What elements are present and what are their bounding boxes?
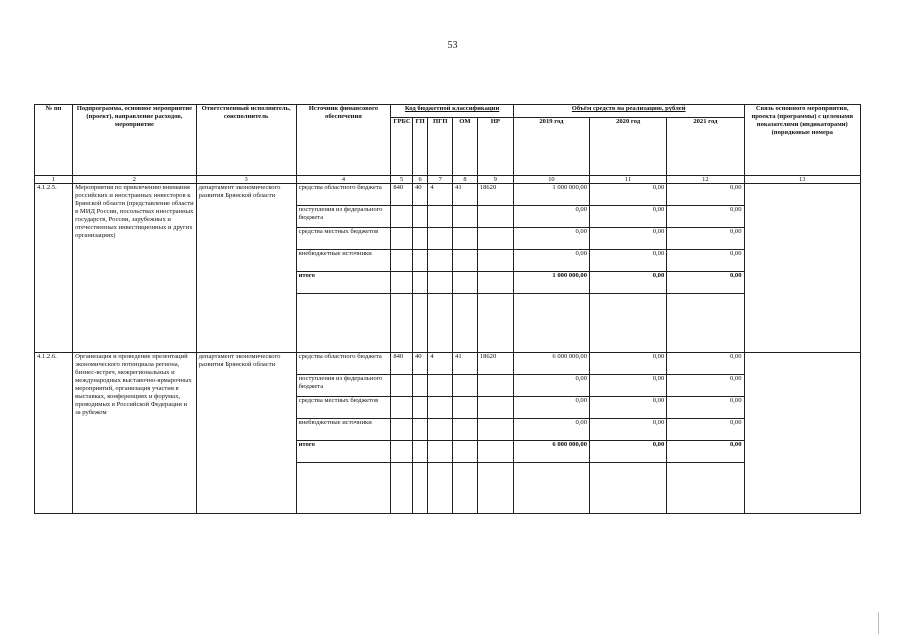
code-pgp <box>428 206 453 228</box>
amount-2020: 0,00 <box>590 397 667 419</box>
amount-2021: 0,00 <box>667 375 744 397</box>
funding-source: средства областного бюджета <box>296 353 391 375</box>
empty-cell <box>667 294 744 353</box>
code-grbs: 840 <box>391 353 413 375</box>
code-grbs <box>391 206 413 228</box>
empty-cell <box>590 294 667 353</box>
code-nr: 18620 <box>477 353 513 375</box>
row-number: 4.1.2.6. <box>35 353 73 514</box>
measure-title: Организация и проведение презентаций экономического потенциала региона, бизнес-встреч, межрегиональных и международных выставочно-ярмарочных мероприятий, организация участия в выставках, конференциях и форумах, проводимых в Российской Федерации и за рубежом <box>73 353 197 514</box>
code-nr <box>477 375 513 397</box>
code-nr <box>477 397 513 419</box>
header-kbk: Код бюджетной классификации <box>391 105 514 118</box>
code-grbs <box>391 250 413 272</box>
responsible-executor: департамент экономического развития Брянской области <box>196 184 296 353</box>
header-om: ОМ <box>453 118 478 176</box>
code-om <box>453 397 478 419</box>
amount-2020: 0,00 <box>590 419 667 441</box>
code-pgp <box>428 419 453 441</box>
amount-2021: 0,00 <box>667 250 744 272</box>
indicator-link <box>744 184 861 353</box>
code-om <box>453 419 478 441</box>
amount-2020: 0,00 <box>590 250 667 272</box>
code-om: 41 <box>453 353 478 375</box>
header-year-2019: 2019 год <box>513 118 589 176</box>
code-gp <box>412 272 427 294</box>
scan-edge-mark <box>878 612 879 634</box>
header-pgp: ПГП <box>428 118 453 176</box>
measure-title: Мероприятия по привлечению внимания российских и иностранных инвесторов к Брянской области (представление области в МИД России, посольствах иностранных государств, России, зарубежных и отечественных инвестиционных и других организациях) <box>73 184 197 353</box>
code-gp <box>412 228 427 250</box>
code-om: 41 <box>453 184 478 206</box>
code-pgp <box>428 250 453 272</box>
code-gp: 40 <box>412 353 427 375</box>
amount-2021: 0,00 <box>667 228 744 250</box>
header-nr: НР <box>477 118 513 176</box>
amount-2019: 6 000 000,00 <box>513 353 589 375</box>
amount-2020: 0,00 <box>590 353 667 375</box>
column-numbers-row <box>35 176 861 184</box>
code-pgp: 4 <box>428 353 453 375</box>
code-nr: 18620 <box>477 184 513 206</box>
amount-2020: 0,00 <box>590 206 667 228</box>
funding-source: средства областного бюджета <box>296 184 391 206</box>
code-grbs: 840 <box>391 184 413 206</box>
code-gp <box>412 397 427 419</box>
header-volume: Объём средств на реализацию, рублей <box>513 105 744 118</box>
code-gp <box>412 250 427 272</box>
empty-cell <box>391 463 413 514</box>
total-2019: 1 000 000,00 <box>513 272 589 294</box>
code-grbs <box>391 272 413 294</box>
empty-cell <box>667 463 744 514</box>
empty-cell <box>296 463 391 514</box>
header-grbs: ГРБС <box>391 118 413 176</box>
amount-2019: 0,00 <box>513 397 589 419</box>
code-nr <box>477 228 513 250</box>
funding-source: средства местных бюджетов <box>296 397 391 419</box>
funding-source: внебюджетные источники <box>296 250 391 272</box>
empty-cell <box>453 463 478 514</box>
code-pgp <box>428 228 453 250</box>
code-nr <box>477 206 513 228</box>
total-2020: 0,00 <box>590 272 667 294</box>
empty-cell <box>412 463 427 514</box>
header-link: Связь основного мероприятия, проекта (программы) с целевыми показателями (индикаторами) (порядковые номера <box>744 105 861 176</box>
empty-cell <box>590 463 667 514</box>
amount-2020: 0,00 <box>590 184 667 206</box>
amount-2021: 0,00 <box>667 397 744 419</box>
total-2021: 0,00 <box>667 441 744 463</box>
code-om <box>453 441 478 463</box>
column-number: 7 <box>428 176 453 184</box>
funding-source: внебюджетные источники <box>296 419 391 441</box>
total-label: итого <box>296 272 391 294</box>
header-gp: ГП <box>412 118 427 176</box>
funding-source: поступления из федерального бюджета <box>296 375 391 397</box>
amount-2021: 0,00 <box>667 206 744 228</box>
header-subprogram: Подпрограмма, основное мероприятие (проект), направление расходов, мероприятие <box>73 105 197 176</box>
code-grbs <box>391 419 413 441</box>
empty-cell <box>428 463 453 514</box>
total-label: итого <box>296 441 391 463</box>
header-responsible: Ответственный исполнитель, соисполнитель <box>196 105 296 176</box>
code-gp: 40 <box>412 184 427 206</box>
code-pgp <box>428 441 453 463</box>
page-number: 53 <box>447 40 458 51</box>
code-grbs <box>391 397 413 419</box>
funding-source: средства местных бюджетов <box>296 228 391 250</box>
empty-cell <box>412 294 427 353</box>
code-om <box>453 250 478 272</box>
column-number: 5 <box>391 176 413 184</box>
header-year-2021: 2021 год <box>667 118 744 176</box>
code-gp <box>412 206 427 228</box>
header-no: № пп <box>35 105 73 176</box>
total-2019: 6 000 000,00 <box>513 441 589 463</box>
code-gp <box>412 419 427 441</box>
code-nr <box>477 441 513 463</box>
code-gp <box>412 441 427 463</box>
code-pgp <box>428 272 453 294</box>
column-number: 10 <box>513 176 589 184</box>
code-nr <box>477 272 513 294</box>
code-om <box>453 375 478 397</box>
code-om <box>453 228 478 250</box>
column-number: 9 <box>477 176 513 184</box>
code-pgp <box>428 397 453 419</box>
column-number: 13 <box>744 176 861 184</box>
code-pgp <box>428 375 453 397</box>
table-row <box>35 353 861 375</box>
code-om <box>453 272 478 294</box>
column-number: 12 <box>667 176 744 184</box>
column-number: 3 <box>196 176 296 184</box>
total-2020: 0,00 <box>590 441 667 463</box>
amount-2021: 0,00 <box>667 184 744 206</box>
empty-cell <box>477 463 513 514</box>
code-nr <box>477 250 513 272</box>
empty-cell <box>513 463 589 514</box>
code-grbs <box>391 441 413 463</box>
column-number: 11 <box>590 176 667 184</box>
empty-cell <box>453 294 478 353</box>
empty-cell <box>477 294 513 353</box>
code-pgp: 4 <box>428 184 453 206</box>
amount-2021: 0,00 <box>667 353 744 375</box>
code-grbs <box>391 228 413 250</box>
table-row <box>35 184 861 206</box>
code-gp <box>412 375 427 397</box>
amount-2019: 0,00 <box>513 206 589 228</box>
indicator-link <box>744 353 861 514</box>
column-number: 8 <box>453 176 478 184</box>
amount-2019: 1 000 000,00 <box>513 184 589 206</box>
total-2021: 0,00 <box>667 272 744 294</box>
responsible-executor: департамент экономического развития Брянской области <box>196 353 296 514</box>
code-nr <box>477 419 513 441</box>
amount-2020: 0,00 <box>590 228 667 250</box>
column-number: 4 <box>296 176 391 184</box>
header-year-2020: 2020 год <box>590 118 667 176</box>
code-grbs <box>391 375 413 397</box>
amount-2020: 0,00 <box>590 375 667 397</box>
funding-source: поступления из федерального бюджета <box>296 206 391 228</box>
column-number: 6 <box>412 176 427 184</box>
empty-cell <box>513 294 589 353</box>
empty-cell <box>391 294 413 353</box>
column-number: 2 <box>73 176 197 184</box>
empty-cell <box>428 294 453 353</box>
row-number: 4.1.2.5. <box>35 184 73 353</box>
amount-2021: 0,00 <box>667 419 744 441</box>
code-om <box>453 206 478 228</box>
amount-2019: 0,00 <box>513 375 589 397</box>
column-number: 1 <box>35 176 73 184</box>
empty-cell <box>296 294 391 353</box>
amount-2019: 0,00 <box>513 228 589 250</box>
amount-2019: 0,00 <box>513 419 589 441</box>
budget-table <box>34 104 861 514</box>
header-source: Источник финансового обеспечения <box>296 105 391 176</box>
amount-2019: 0,00 <box>513 250 589 272</box>
